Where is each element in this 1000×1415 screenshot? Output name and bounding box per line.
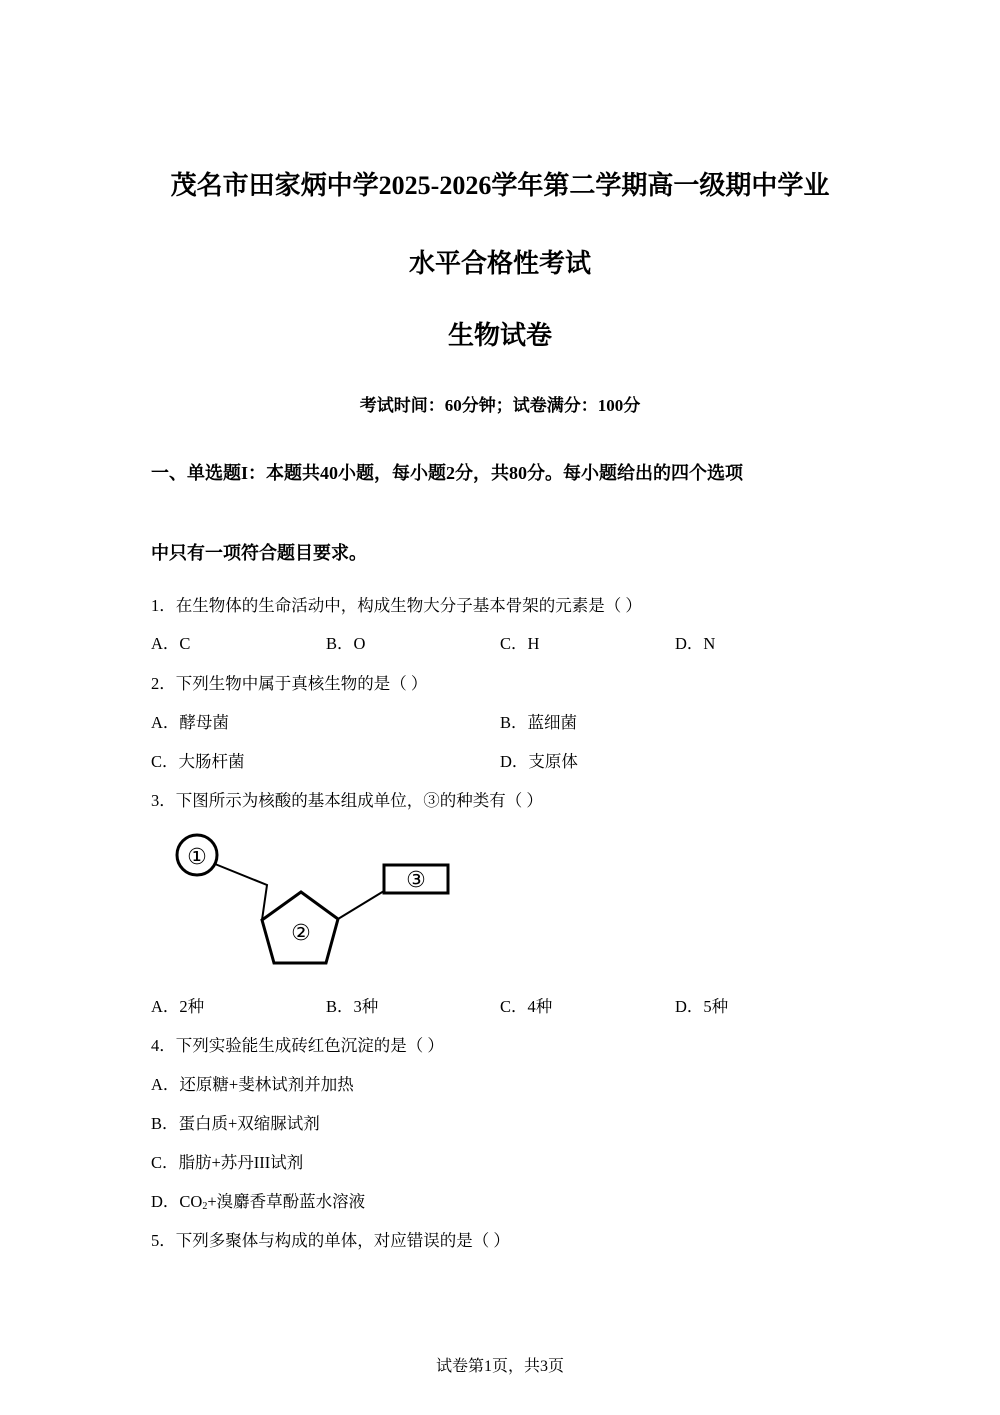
base-bond-line (338, 891, 384, 919)
question-3-option-a[interactable]: A．2种 (151, 997, 205, 1016)
question-1-option-b[interactable]: B．O (326, 634, 366, 653)
question-2-options-row2 (151, 750, 871, 774)
option-d-prefix: D．CO (151, 1192, 203, 1211)
question-4-option-b[interactable]: B．蛋白质+双缩脲试剂 (151, 1114, 320, 1133)
question-1-option-c[interactable]: C．H (500, 634, 540, 653)
label-3: ③ (406, 868, 426, 893)
section-heading-line1: 一、单选题I：本题共40小题，每小题2分，共80分。每小题给出的四个选项 (151, 463, 744, 483)
question-2-option-c[interactable]: C．大肠杆菌 (151, 752, 245, 771)
exam-info: 考试时间：60分钟；试卷满分：100分 (359, 396, 641, 415)
exam-title-line2: 水平合格性考试 (408, 249, 591, 278)
question-1-option-d[interactable]: D．N (675, 634, 716, 653)
section-heading-line2: 中只有一项符合题目要求。 (151, 543, 367, 563)
question-3-option-b[interactable]: B．3种 (326, 997, 379, 1016)
nucleotide-diagram (170, 828, 460, 974)
page-footer: 试卷第1页，共3页 (435, 1358, 564, 1375)
question-5-stem: 5．下列多聚体与构成的单体，对应错误的是（ ） (151, 1231, 510, 1250)
question-3-option-c[interactable]: C．4种 (500, 997, 553, 1016)
label-1: ① (187, 845, 207, 870)
question-2-option-a[interactable]: A．酵母菌 (151, 713, 229, 732)
question-1-stem: 1．在生物体的生命活动中，构成生物大分子基本骨架的元素是（ ） (151, 596, 642, 615)
question-2-options-row1 (151, 711, 871, 735)
question-1-option-a[interactable]: A．C (151, 634, 191, 653)
question-2-option-b[interactable]: B．蓝细菌 (500, 713, 578, 732)
question-1-options (151, 632, 871, 656)
question-4-option-c[interactable]: C．脂肪+苏丹III试剂 (151, 1153, 304, 1172)
exam-subject: 生物试卷 (447, 321, 552, 350)
question-4-option-d[interactable] (151, 1190, 871, 1219)
question-2-option-d[interactable]: D．支原体 (500, 752, 578, 771)
question-3-option-d[interactable]: D．5种 (675, 997, 729, 1016)
question-3-stem: 3．下图所示为核酸的基本组成单位，③的种类有（ ） (151, 791, 543, 810)
option-d-suffix: +溴麝香草酚蓝水溶液 (207, 1192, 366, 1211)
option-d-subscript: 2 (202, 1201, 208, 1212)
question-2-stem: 2．下列生物中属于真核生物的是（ ） (151, 674, 428, 693)
question-4-option-a[interactable]: A．还原糖+斐林试剂并加热 (151, 1075, 354, 1094)
phosphate-bond-line (215, 864, 267, 920)
label-2: ② (291, 921, 311, 946)
question-4-stem: 4．下列实验能生成砖红色沉淀的是（ ） (151, 1036, 444, 1055)
exam-title-line1: 茂名市田家炳中学2025-2026学年第二学期高一级期中学业 (170, 171, 830, 200)
question-3-options (151, 995, 871, 1019)
